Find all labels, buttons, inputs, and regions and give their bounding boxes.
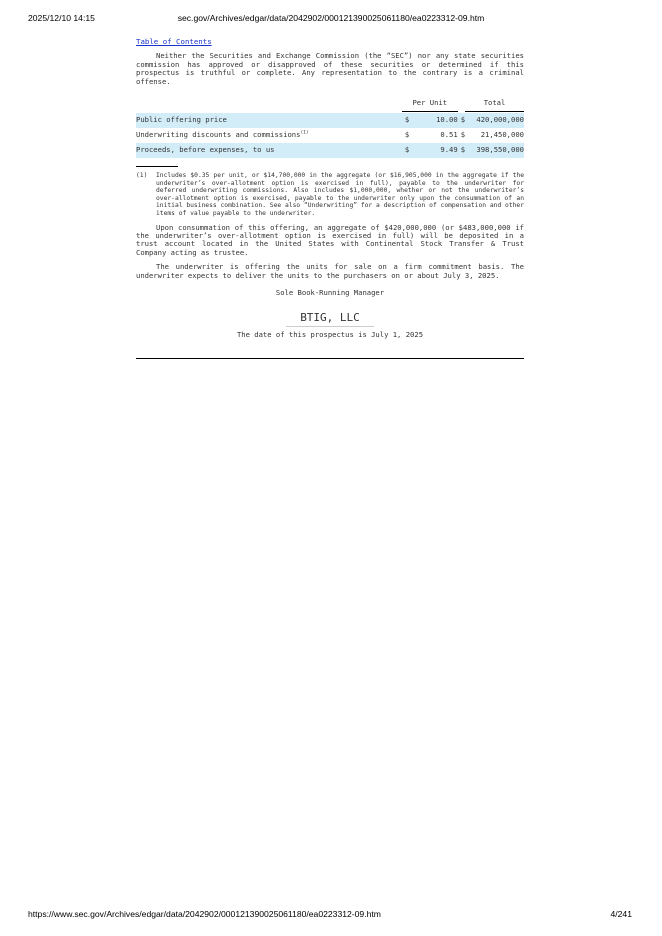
per-unit-value: 9.49	[410, 143, 458, 158]
row-label: Underwriting discounts and commissions$^{(1)}$	[136, 130, 309, 140]
per-unit-value: 0.51	[440, 130, 458, 140]
table-row	[136, 143, 524, 158]
sec-disclaimer-paragraph: Neither the Securities and Exchange Commission (the “SEC”) nor any state securities commission has approved or disapproved of these securities or determined if this prospectus is truthful or complete. Any representation to the contrary is a criminal offense.	[136, 51, 524, 86]
total-value: 21,450,000	[480, 130, 524, 140]
underwriter-role: Sole Book-Running Manager	[275, 288, 385, 298]
table-row	[136, 128, 524, 143]
trust-account-paragraph: Upon consummation of this offering, an aggregate of $420,000,000 (or $483,000,000 if the underwriter’s over-allotment option is exercised in full) will be deposited in a trust account located in the United States with Continental Stock Transfer & Trust Company acting as trustee.	[136, 222, 524, 257]
currency-symbol: $	[404, 130, 410, 140]
currency-symbol: $	[458, 113, 465, 128]
currency-symbol: $	[460, 130, 466, 140]
per-unit-value: 10.00	[410, 113, 458, 128]
page-end-divider	[136, 358, 524, 359]
prospectus-page	[136, 38, 524, 359]
firm-commitment-paragraph: The underwriter is offering the units for sale on a firm commitment basis. The underwriter expects to deliver the units to the purchasers on or about July 3, 2025.	[136, 262, 524, 280]
currency-symbol: $	[458, 143, 465, 158]
print-timestamp: 2025/12/10 14:15	[28, 13, 95, 23]
footnote-ref: (1)	[300, 130, 309, 136]
currency-symbol: $	[402, 143, 410, 158]
print-footer	[0, 909, 662, 921]
page-counter: 4/241	[610, 909, 632, 919]
offering-table	[136, 98, 524, 158]
underwriter-name: BTIG, LLC	[300, 311, 360, 325]
print-url: https://www.sec.gov/Archives/edgar/data/2042902/000121390025061180/ea0223312-09.htm	[28, 909, 381, 919]
print-header	[0, 13, 662, 25]
footnote-number: (1)	[136, 172, 148, 180]
footnote-text: Includes $0.35 per unit, or $14,700,000 in the aggregate (or $16,905,000 in the aggregate if the underwriter’s over-allotment option is exercised in full), payable to the underwriter for deferred underwriting commissions. Also includes $1,000,000, whether or not the underwriter’s over-allotment option is exercised, payable to the underwriter only upon the consummation of an initial business combination. See also “Underwriting” for a description of compensation and other items of value payable to the underwriter.	[156, 172, 524, 217]
per-unit-header: Per Unit	[402, 98, 458, 113]
row-label: Proceeds, before expenses, to us	[136, 143, 402, 158]
table-header-row	[136, 98, 524, 113]
total-value: 398,550,000	[465, 143, 524, 158]
footnote-divider	[136, 166, 178, 167]
prospectus-date: The date of this prospectus is July 1, 2025	[236, 330, 424, 340]
currency-symbol: $	[402, 113, 410, 128]
underwriter-underline	[286, 326, 374, 327]
row-label: Public offering price	[136, 113, 402, 128]
table-row	[136, 113, 524, 128]
print-page-title: sec.gov/Archives/edgar/data/2042902/000121390025061180/ea0223312-09.htm	[177, 13, 485, 23]
total-header: Total	[465, 98, 524, 113]
footnote	[136, 172, 524, 218]
table-of-contents-link[interactable]: Table of Contents	[136, 37, 212, 46]
total-value: 420,000,000	[465, 113, 524, 128]
